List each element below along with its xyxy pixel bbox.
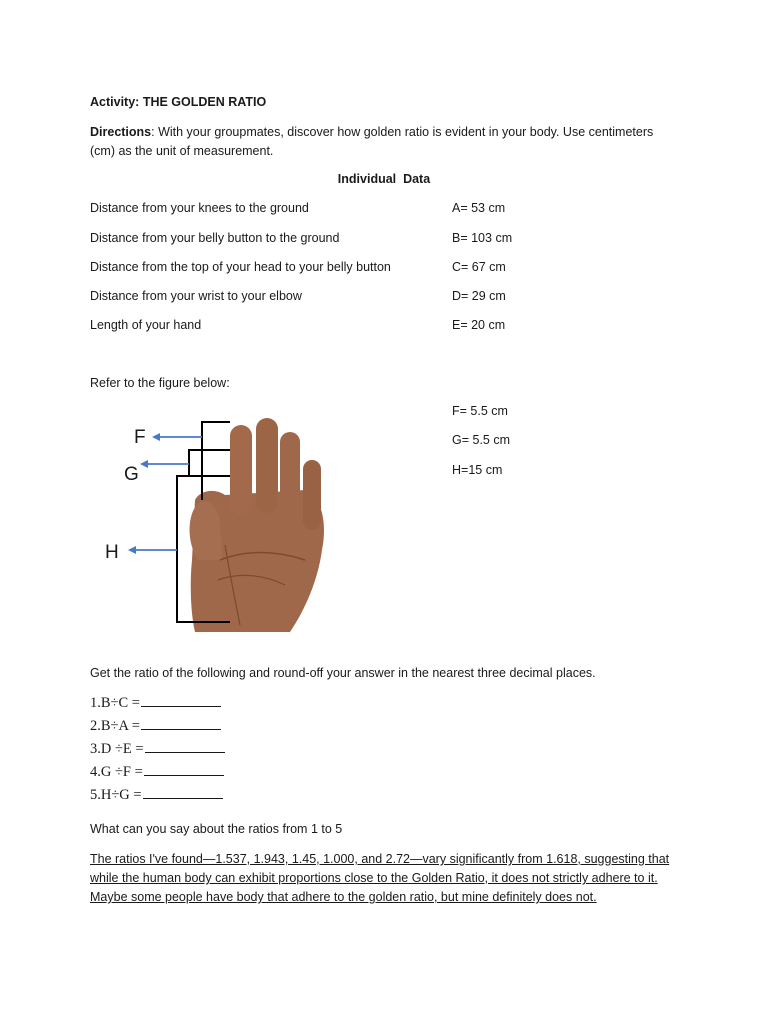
section-heading: Individual Data xyxy=(337,172,431,186)
ratio-expression: B÷C = xyxy=(100,695,140,711)
answer-blank[interactable] xyxy=(144,774,224,776)
hand-measurement-f: F= 5.5 cm xyxy=(452,404,508,418)
ratio-item xyxy=(90,694,225,713)
hand-figure xyxy=(100,410,340,635)
ratio-item xyxy=(90,786,225,805)
directions xyxy=(90,123,680,161)
ratio-number: 3. xyxy=(90,741,101,757)
measurement-description: Distance from your wrist to your elbow xyxy=(90,289,302,303)
instruction: Get the ratio of the following and round-off your answer in the nearest three decimal places. xyxy=(90,666,596,680)
ratio-list xyxy=(90,694,225,805)
measurement-value: A= 53 cm xyxy=(452,201,506,215)
answer-blank[interactable] xyxy=(143,797,223,799)
measurement-description: Length of your hand xyxy=(90,318,202,332)
ratio-number: 2. xyxy=(90,718,101,734)
measurement-value: D= 29 cm xyxy=(452,289,506,303)
figure-prompt: Refer to the figure below: xyxy=(90,376,230,390)
answer-blank[interactable] xyxy=(145,751,225,753)
ratio-item xyxy=(90,717,225,736)
figure-label-h: H xyxy=(105,542,119,563)
ratio-item xyxy=(90,740,225,759)
answer-blank[interactable] xyxy=(141,728,221,730)
answer-paragraph: The ratios I've found—1.537, 1.943, 1.45, 1.000, and 2.72—vary significantly from 1.618, suggesting that while the human body can exhibit proportions close to the Golden Ratio, it does not strictly adhere to it. Maybe some people have body that adhere to the golden ratio, but mine definitely does not. xyxy=(90,852,670,904)
figure-label-g: G xyxy=(124,464,139,485)
ratio-number: 5. xyxy=(90,787,101,803)
ratio-expression: D ÷E = xyxy=(100,741,144,757)
question: What can you say about the ratios from 1 to 5 xyxy=(90,822,343,836)
measurement-value: B= 103 cm xyxy=(452,231,513,245)
directions-label: Directions xyxy=(90,125,152,139)
activity-title xyxy=(90,95,266,109)
ratio-expression: G ÷F = xyxy=(100,764,143,780)
answer-blank[interactable] xyxy=(141,705,221,707)
measurement-description: Distance from the top of your head to your belly button xyxy=(90,260,391,274)
measurement-description: Distance from your belly button to the ground xyxy=(90,231,340,245)
measurement-value: C= 67 cm xyxy=(452,260,506,274)
measurement-value: E= 20 cm xyxy=(452,318,506,332)
ratio-number: 4. xyxy=(90,764,101,780)
activity-label: Activity: xyxy=(90,95,140,109)
ratio-expression: H÷G = xyxy=(100,787,142,803)
directions-text: : With your groupmates, discover how golden ratio is evident in your body. Use centimeters (cm) as the unit of measurement. xyxy=(90,125,654,158)
hand-measurement-h: H=15 cm xyxy=(452,463,503,477)
figure-label-f: F xyxy=(134,427,146,448)
ratio-item xyxy=(90,763,225,782)
ratio-expression: B÷A = xyxy=(100,718,140,734)
measurement-description: Distance from your knees to the ground xyxy=(90,201,309,215)
hand-measurement-g: G= 5.5 cm xyxy=(452,433,511,447)
ratio-number: 1. xyxy=(90,695,101,711)
activity-title-text: THE GOLDEN RATIO xyxy=(142,95,267,109)
